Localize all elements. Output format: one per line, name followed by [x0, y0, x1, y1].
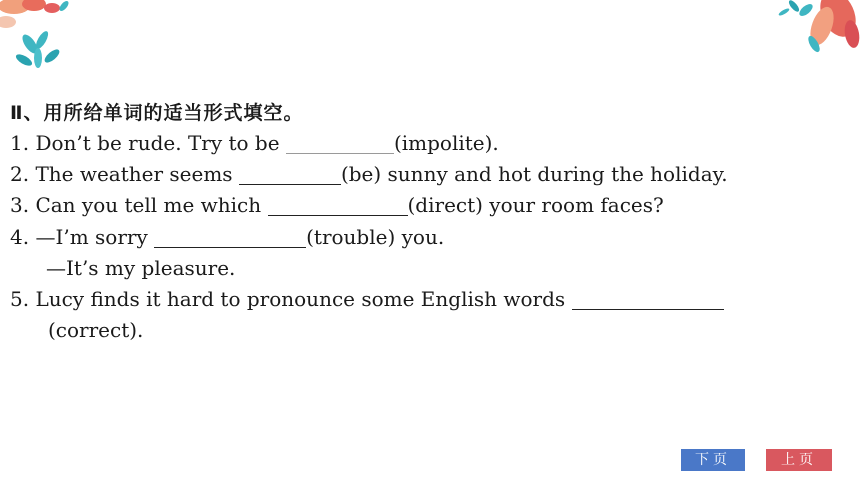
question-4-hint: (trouble) you. [306, 225, 445, 249]
question-4 [10, 225, 444, 249]
question-5-hint: (correct). [48, 318, 144, 342]
question-3-text: 3. Can you tell me which [10, 193, 268, 217]
question-1 [10, 131, 499, 155]
question-5-text: 5. Lucy finds it hard to pronounce some English words [10, 287, 572, 311]
answer-blank-1[interactable] [286, 133, 394, 154]
floral-decoration-right [730, 0, 860, 58]
answer-blank-2[interactable] [239, 164, 341, 185]
answer-blank-3[interactable] [268, 195, 408, 216]
floral-decoration-left [0, 0, 80, 72]
question-3 [10, 193, 664, 217]
previous-page-button[interactable]: 上页 [766, 449, 832, 471]
question-2 [10, 162, 728, 186]
answer-blank-5[interactable] [572, 289, 724, 310]
answer-blank-4[interactable] [154, 227, 306, 248]
question-1-text: 1. Don’t be rude. Try to be [10, 131, 286, 155]
question-2-hint: (be) sunny and hot during the holiday. [340, 162, 728, 186]
question-4-reply: —It’s my pleasure. [46, 256, 236, 280]
question-2-text: 2. The weather seems [10, 162, 239, 186]
next-page-button[interactable]: 下页 [681, 449, 745, 471]
question-3-hint: (direct) your room faces? [407, 193, 664, 217]
question-4-text: 4. —I’m sorry [10, 225, 155, 249]
question-5 [10, 287, 724, 311]
section-heading: Ⅱ、用所给单词的适当形式填空。 [10, 102, 304, 124]
question-1-hint: (impolite). [393, 131, 499, 155]
